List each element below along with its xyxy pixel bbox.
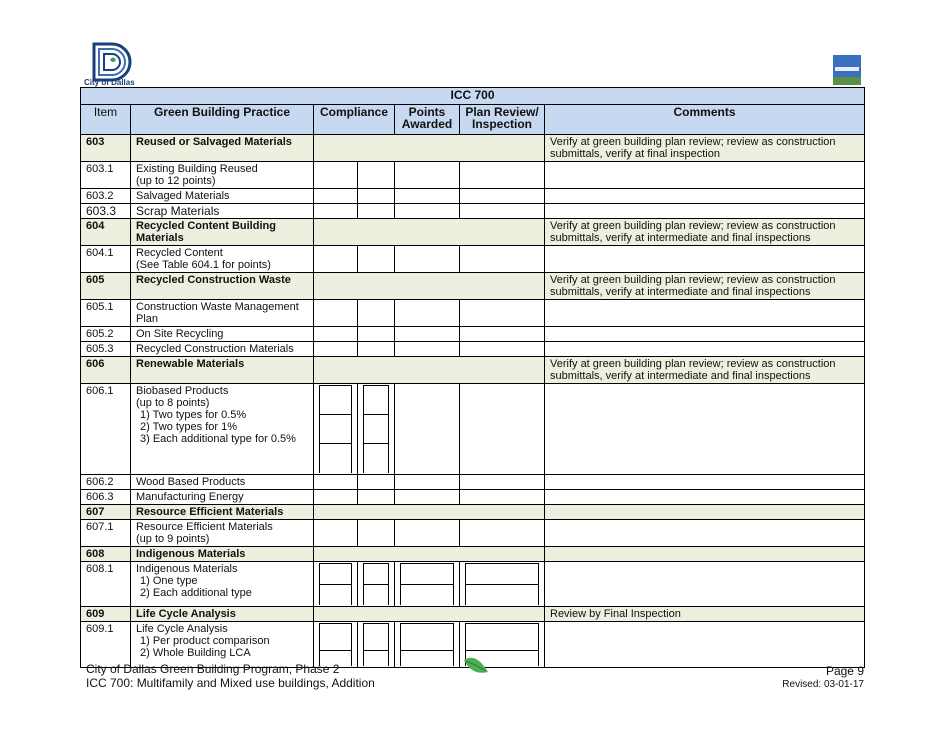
section-span-cell — [314, 135, 545, 162]
review-cell[interactable] — [460, 474, 545, 489]
practice-cell — [131, 561, 314, 607]
item-number: 603.3 — [81, 204, 131, 219]
item-number: 606.1 — [81, 384, 131, 475]
table-row — [81, 273, 865, 300]
practice-label: Life Cycle Analysis — [136, 623, 228, 635]
revised-date: Revised: 03-01-17 — [782, 679, 864, 690]
practice-label: Construction Waste Management Plan — [131, 300, 314, 327]
table-row — [81, 607, 865, 622]
header-compliance: Compliance — [314, 105, 395, 135]
review-cell[interactable] — [460, 384, 545, 475]
item-number: 608 — [81, 546, 131, 561]
table-row — [81, 162, 865, 189]
compliance-cell[interactable] — [358, 561, 395, 607]
compliance-cell[interactable] — [314, 489, 358, 504]
item-number: 605 — [81, 273, 131, 300]
points-cell[interactable] — [395, 342, 460, 357]
table-row — [81, 519, 865, 546]
compliance-cell[interactable] — [314, 474, 358, 489]
item-number: 606.3 — [81, 489, 131, 504]
points-cell[interactable] — [395, 519, 460, 546]
comment-cell: Verify at green building plan review; review as construction submittals, verify at intermediate and final inspections — [545, 219, 865, 246]
table-row — [81, 300, 865, 327]
practice-detail: (See Table 604.1 for points) — [136, 259, 271, 271]
table-row — [81, 489, 865, 504]
points-cell[interactable] — [395, 204, 460, 219]
comment-cell[interactable] — [545, 204, 865, 219]
comment-cell[interactable] — [545, 342, 865, 357]
header-plan-review: Plan Review/ Inspection — [460, 105, 545, 135]
item-number: 603.1 — [81, 162, 131, 189]
practice-label: Existing Building Reused — [136, 163, 258, 175]
comment-cell[interactable] — [545, 561, 865, 607]
header-item: Item — [81, 105, 131, 135]
table-row — [81, 561, 865, 607]
compliance-cell[interactable] — [314, 622, 358, 668]
practice-label: Indigenous Materials — [136, 562, 238, 575]
practice-label: Recycled Construction Waste — [131, 273, 314, 300]
comment-cell[interactable] — [545, 300, 865, 327]
review-cell[interactable] — [460, 327, 545, 342]
table-row — [81, 246, 865, 273]
practice-label: Salvaged Materials — [131, 189, 314, 204]
item-number: 603 — [81, 135, 131, 162]
points-cell[interactable] — [395, 300, 460, 327]
review-cell[interactable] — [460, 162, 545, 189]
table-row — [81, 384, 865, 475]
comment-cell[interactable] — [545, 622, 865, 668]
item-number: 603.2 — [81, 189, 131, 204]
points-cell[interactable] — [395, 189, 460, 204]
points-cell[interactable] — [395, 474, 460, 489]
practice-label: Reused or Salvaged Materials — [131, 135, 314, 162]
practice-label: Wood Based Products — [131, 474, 314, 489]
compliance-cell[interactable] — [314, 561, 358, 607]
compliance-cell[interactable] — [314, 519, 358, 546]
review-cell[interactable] — [460, 561, 545, 607]
item-number: 609 — [81, 607, 131, 622]
practice-label: Life Cycle Analysis — [131, 607, 314, 622]
header-practice: Green Building Practice — [131, 105, 314, 135]
item-number: 607 — [81, 504, 131, 519]
table-title: ICC 700 — [81, 88, 865, 105]
compliance-cell[interactable] — [358, 474, 395, 489]
table-row — [81, 546, 865, 561]
points-cell[interactable] — [395, 246, 460, 273]
table-row — [81, 342, 865, 357]
section-span-cell — [314, 357, 545, 384]
practice-label: Resource Efficient Materials — [136, 520, 273, 533]
logo-caption: City of Dallas — [84, 78, 135, 87]
item-number: 605.2 — [81, 327, 131, 342]
review-cell[interactable] — [460, 246, 545, 273]
compliance-cell[interactable] — [314, 162, 358, 189]
practice-label: Indigenous Materials — [131, 546, 314, 561]
green-building-badge-icon — [833, 55, 861, 85]
practice-cell — [131, 519, 314, 546]
section-span-cell — [314, 273, 545, 300]
table-row — [81, 135, 865, 162]
comment-cell — [545, 546, 865, 561]
comment-cell — [545, 504, 865, 519]
practice-subitem: 1) Two types for 0.5% — [140, 409, 247, 421]
practice-label: Manufacturing Energy — [131, 489, 314, 504]
compliance-cell[interactable] — [358, 327, 395, 342]
review-cell[interactable] — [460, 519, 545, 546]
practice-label: Scrap Materials — [131, 204, 314, 219]
item-number: 609.1 — [81, 622, 131, 668]
compliance-cell[interactable] — [358, 189, 395, 204]
practice-detail: (up to 12 points) — [136, 175, 216, 187]
points-cell[interactable] — [395, 622, 460, 668]
compliance-cell[interactable] — [314, 246, 358, 273]
comment-cell[interactable] — [545, 189, 865, 204]
section-span-cell — [314, 219, 545, 246]
comment-cell: Review by Final Inspection — [545, 607, 865, 622]
practice-label: Recycled Construction Materials — [131, 342, 314, 357]
points-cell[interactable] — [395, 162, 460, 189]
practice-label: Recycled Content — [136, 247, 223, 259]
section-span-cell — [314, 546, 545, 561]
table-row — [81, 219, 865, 246]
comment-cell: Verify at green building plan review; review as construction submittals, verify at intermediate and final inspections — [545, 357, 865, 384]
practice-subitem: 3) Each additional type for 0.5% — [140, 433, 296, 445]
practice-label: Recycled Content Building Materials — [131, 219, 314, 246]
compliance-cell[interactable] — [358, 246, 395, 273]
page-number: Page 9 — [825, 664, 864, 678]
icc700-table — [80, 87, 865, 668]
comment-cell[interactable] — [545, 474, 865, 489]
table-row — [81, 474, 865, 489]
header-comments: Comments — [545, 105, 865, 135]
compliance-cell[interactable] — [358, 519, 395, 546]
practice-label: Biobased Products — [136, 385, 229, 397]
header-points-awarded: Points Awarded — [395, 105, 460, 135]
practice-subitem: 1) One type — [140, 574, 198, 587]
table-row — [81, 204, 865, 219]
table-row — [81, 327, 865, 342]
compliance-cell[interactable] — [358, 489, 395, 504]
practice-detail: (up to 8 points) — [136, 397, 210, 409]
comment-cell[interactable] — [545, 162, 865, 189]
table-row — [81, 189, 865, 204]
compliance-cell[interactable] — [358, 384, 395, 475]
compliance-cell[interactable] — [358, 204, 395, 219]
table-row — [81, 504, 865, 519]
review-cell[interactable] — [460, 300, 545, 327]
points-cell[interactable] — [395, 561, 460, 607]
compliance-cell[interactable] — [314, 327, 358, 342]
practice-cell — [131, 622, 314, 668]
practice-detail: (up to 9 points) — [136, 532, 210, 545]
practice-label: On Site Recycling — [131, 327, 314, 342]
review-cell[interactable] — [460, 489, 545, 504]
item-number: 608.1 — [81, 561, 131, 607]
review-cell[interactable] — [460, 189, 545, 204]
practice-cell — [131, 384, 314, 475]
table-row — [81, 357, 865, 384]
practice-subitem: 1) Per product comparison — [140, 635, 270, 647]
compliance-cell[interactable] — [358, 622, 395, 668]
footer-left — [86, 662, 375, 690]
section-span-cell — [314, 607, 545, 622]
practice-cell — [131, 246, 314, 273]
compliance-cell[interactable] — [358, 300, 395, 327]
points-cell[interactable] — [395, 327, 460, 342]
compliance-cell[interactable] — [314, 300, 358, 327]
practice-subitem: 2) Two types for 1% — [140, 421, 238, 433]
item-number: 607.1 — [81, 519, 131, 546]
comment-cell[interactable] — [545, 246, 865, 273]
compliance-cell[interactable] — [314, 342, 358, 357]
footer-subtitle: ICC 700: Multifamily and Mixed use buildings, Addition — [86, 676, 375, 690]
comment-cell: Verify at green building plan review; review as construction submittals, verify at final inspection — [545, 135, 865, 162]
item-number: 605.1 — [81, 300, 131, 327]
compliance-cell[interactable] — [314, 204, 358, 219]
compliance-cell[interactable] — [314, 384, 358, 475]
compliance-cell[interactable] — [314, 189, 358, 204]
comment-cell: Verify at green building plan review; review as construction submittals, verify at intermediate and final inspections — [545, 273, 865, 300]
leaf-icon — [462, 656, 490, 676]
section-span-cell — [314, 504, 545, 519]
review-cell[interactable] — [460, 342, 545, 357]
footer-program: City of Dallas Green Building Program, Phase 2 — [86, 662, 340, 676]
practice-subitem: 2) Whole Building LCA — [140, 647, 251, 659]
item-number: 604.1 — [81, 246, 131, 273]
compliance-cell[interactable] — [358, 162, 395, 189]
comment-cell[interactable] — [545, 384, 865, 475]
practice-label: Resource Efficient Materials — [131, 504, 314, 519]
item-number: 606 — [81, 357, 131, 384]
compliance-cell[interactable] — [358, 342, 395, 357]
item-number: 605.3 — [81, 342, 131, 357]
footer-right — [782, 664, 864, 692]
comment-cell[interactable] — [545, 327, 865, 342]
practice-subitem: 2) Each additional type — [140, 586, 252, 599]
practice-label: Renewable Materials — [131, 357, 314, 384]
points-cell[interactable] — [395, 489, 460, 504]
comment-cell[interactable] — [545, 519, 865, 546]
practice-cell — [131, 162, 314, 189]
item-number: 604 — [81, 219, 131, 246]
item-number: 606.2 — [81, 474, 131, 489]
comment-cell[interactable] — [545, 489, 865, 504]
points-cell[interactable] — [395, 384, 460, 475]
review-cell[interactable] — [460, 204, 545, 219]
